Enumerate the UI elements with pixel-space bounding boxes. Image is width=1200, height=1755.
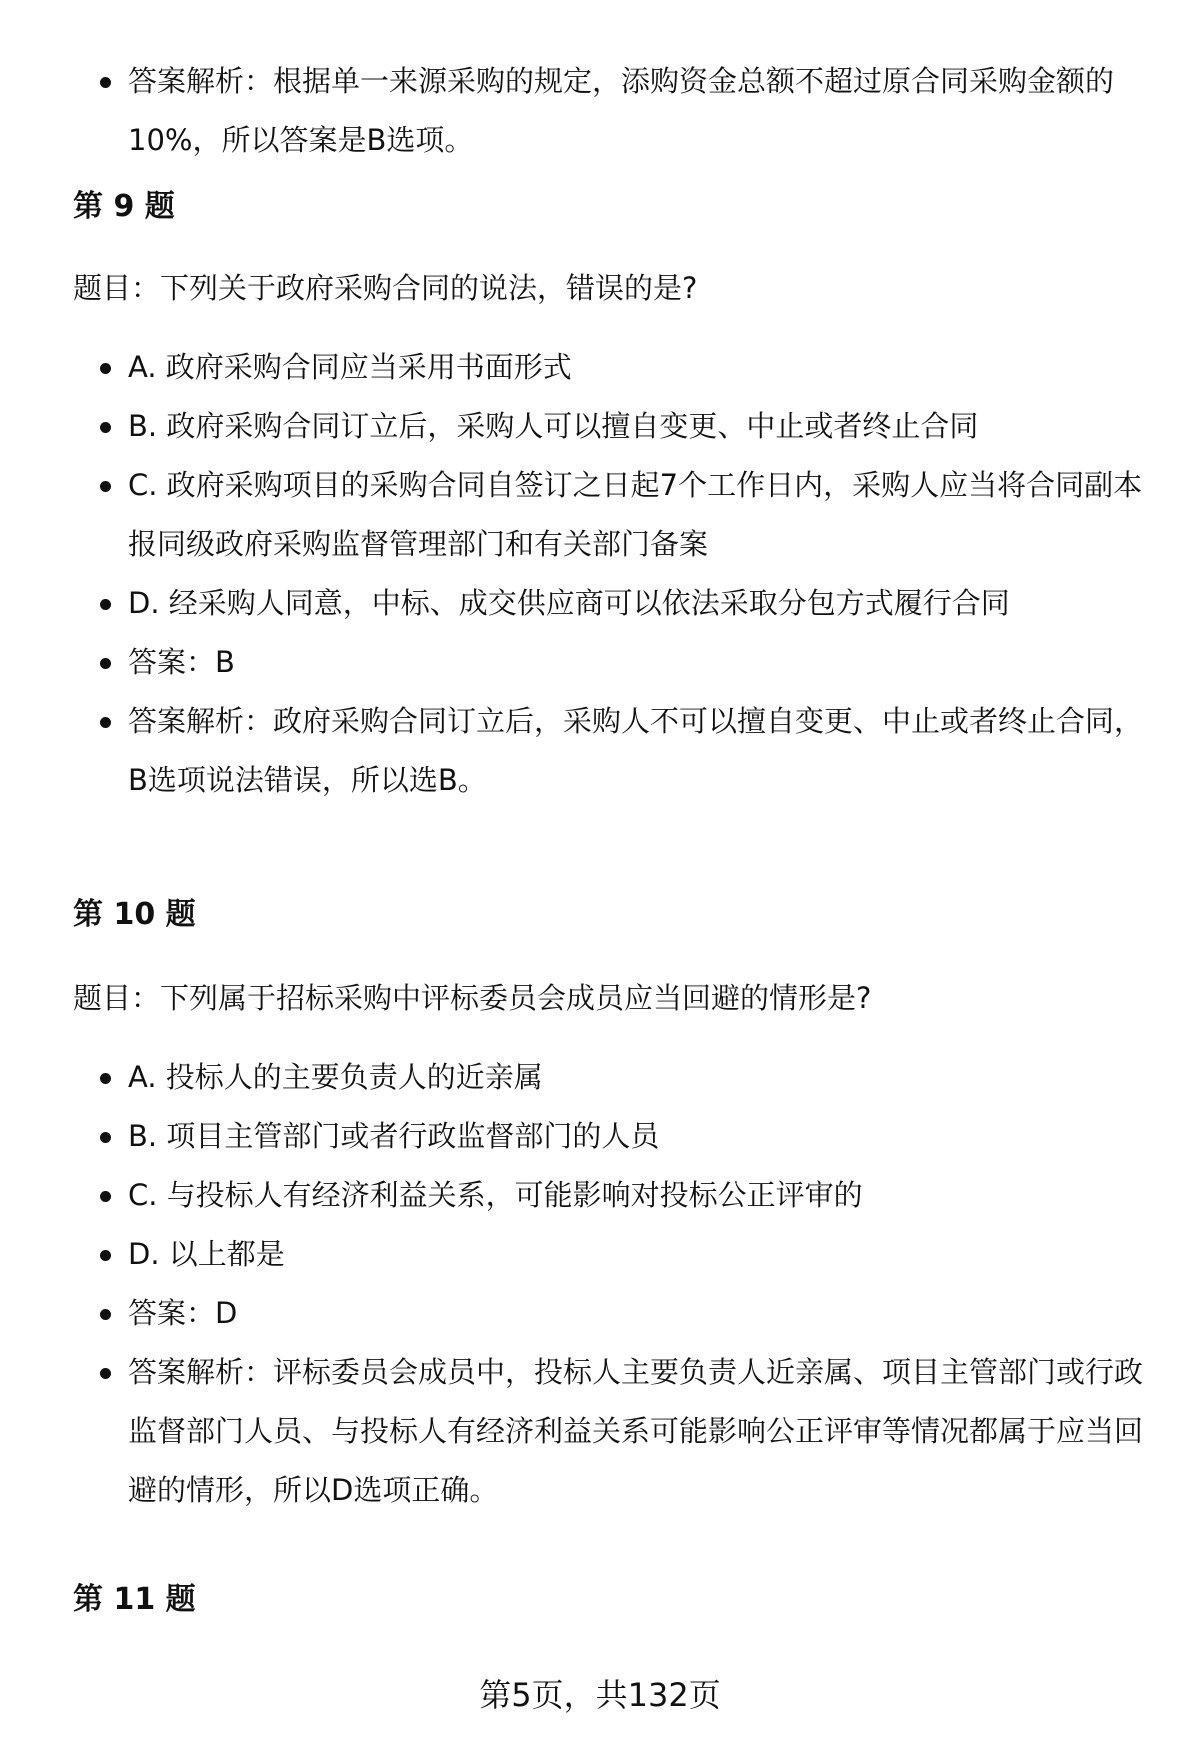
option-text: B. 项目主管部门或者行政监督部门的人员 bbox=[128, 1119, 660, 1153]
question-heading: 第 11 题 bbox=[73, 1582, 196, 1617]
bullet-icon bbox=[100, 1368, 111, 1379]
bullet-icon bbox=[100, 1250, 111, 1261]
answer-analysis-text: 答案解析：政府采购合同订立后，采购人不可以擅自变更、中止或者终止合同，B选项说法错误，所以选B。 bbox=[128, 704, 1144, 797]
analysis-item bbox=[73, 1343, 1158, 1520]
answer-text: 答案：D bbox=[128, 1296, 238, 1330]
bullet-list bbox=[73, 1048, 1158, 1520]
bullet-icon bbox=[100, 658, 111, 669]
bullet-icon bbox=[100, 77, 111, 88]
question-heading: 第 10 题 bbox=[73, 897, 196, 932]
bullet-icon bbox=[100, 422, 111, 433]
option-text: B. 政府采购合同订立后，采购人可以擅自变更、中止或者终止合同 bbox=[128, 409, 979, 443]
option-item bbox=[73, 1048, 1158, 1107]
bullet-icon bbox=[100, 1132, 111, 1143]
bullet-list bbox=[73, 338, 1158, 810]
answer-item bbox=[73, 1284, 1158, 1343]
option-item bbox=[73, 1166, 1158, 1225]
answer-analysis-text: 答案解析：评标委员会成员中，投标人主要负责人近亲属、项目主管部门或行政监督部门人员、与投标人有经济利益关系可能影响公正评审等情况都属于应当回避的情形，所以D选项正确。 bbox=[128, 1355, 1144, 1507]
previous-question-analysis bbox=[73, 52, 1158, 170]
bullet-icon bbox=[100, 599, 111, 610]
bullet-icon bbox=[100, 481, 111, 492]
question-options bbox=[73, 338, 1158, 810]
option-text: A. 投标人的主要负责人的近亲属 bbox=[128, 1060, 543, 1094]
option-item bbox=[73, 574, 1158, 633]
bullet-icon bbox=[100, 1309, 111, 1320]
option-text: C. 与投标人有经济利益关系，可能影响对投标公正评审的 bbox=[128, 1178, 863, 1212]
option-item bbox=[73, 338, 1158, 397]
option-text: D. 以上都是 bbox=[128, 1237, 285, 1271]
bullet-icon bbox=[100, 717, 111, 728]
option-text: D. 经采购人同意，中标、成交供应商可以依法采取分包方式履行合同 bbox=[128, 586, 1010, 620]
analysis-item bbox=[73, 692, 1158, 810]
bullet-icon bbox=[100, 1073, 111, 1084]
option-item bbox=[73, 1225, 1158, 1284]
question-text: 题目：下列关于政府采购合同的说法，错误的是? bbox=[73, 271, 698, 305]
option-text: A. 政府采购合同应当采用书面形式 bbox=[128, 350, 572, 384]
answer-item bbox=[73, 633, 1158, 692]
question-heading: 第 9 题 bbox=[73, 189, 175, 224]
list-item bbox=[73, 52, 1158, 170]
bullet-icon bbox=[100, 363, 111, 374]
option-item bbox=[73, 456, 1158, 574]
option-text: C. 政府采购项目的采购合同自签订之日起7个工作日内，采购人应当将合同副本报同级政府采购监督管理部门和有关部门备案 bbox=[128, 468, 1143, 561]
answer-text: 答案：B bbox=[128, 645, 235, 679]
option-item bbox=[73, 397, 1158, 456]
question-options bbox=[73, 1048, 1158, 1520]
page-number: 第5页，共132页 bbox=[479, 1676, 721, 1714]
question-text: 题目：下列属于招标采购中评标委员会成员应当回避的情形是? bbox=[73, 981, 872, 1015]
option-item bbox=[73, 1107, 1158, 1166]
bullet-icon bbox=[100, 1191, 111, 1202]
answer-analysis-text: 答案解析：根据单一来源采购的规定，添购资金总额不超过原合同采购金额的10%，所以答案是B选项。 bbox=[128, 64, 1115, 157]
bullet-list bbox=[73, 52, 1158, 170]
